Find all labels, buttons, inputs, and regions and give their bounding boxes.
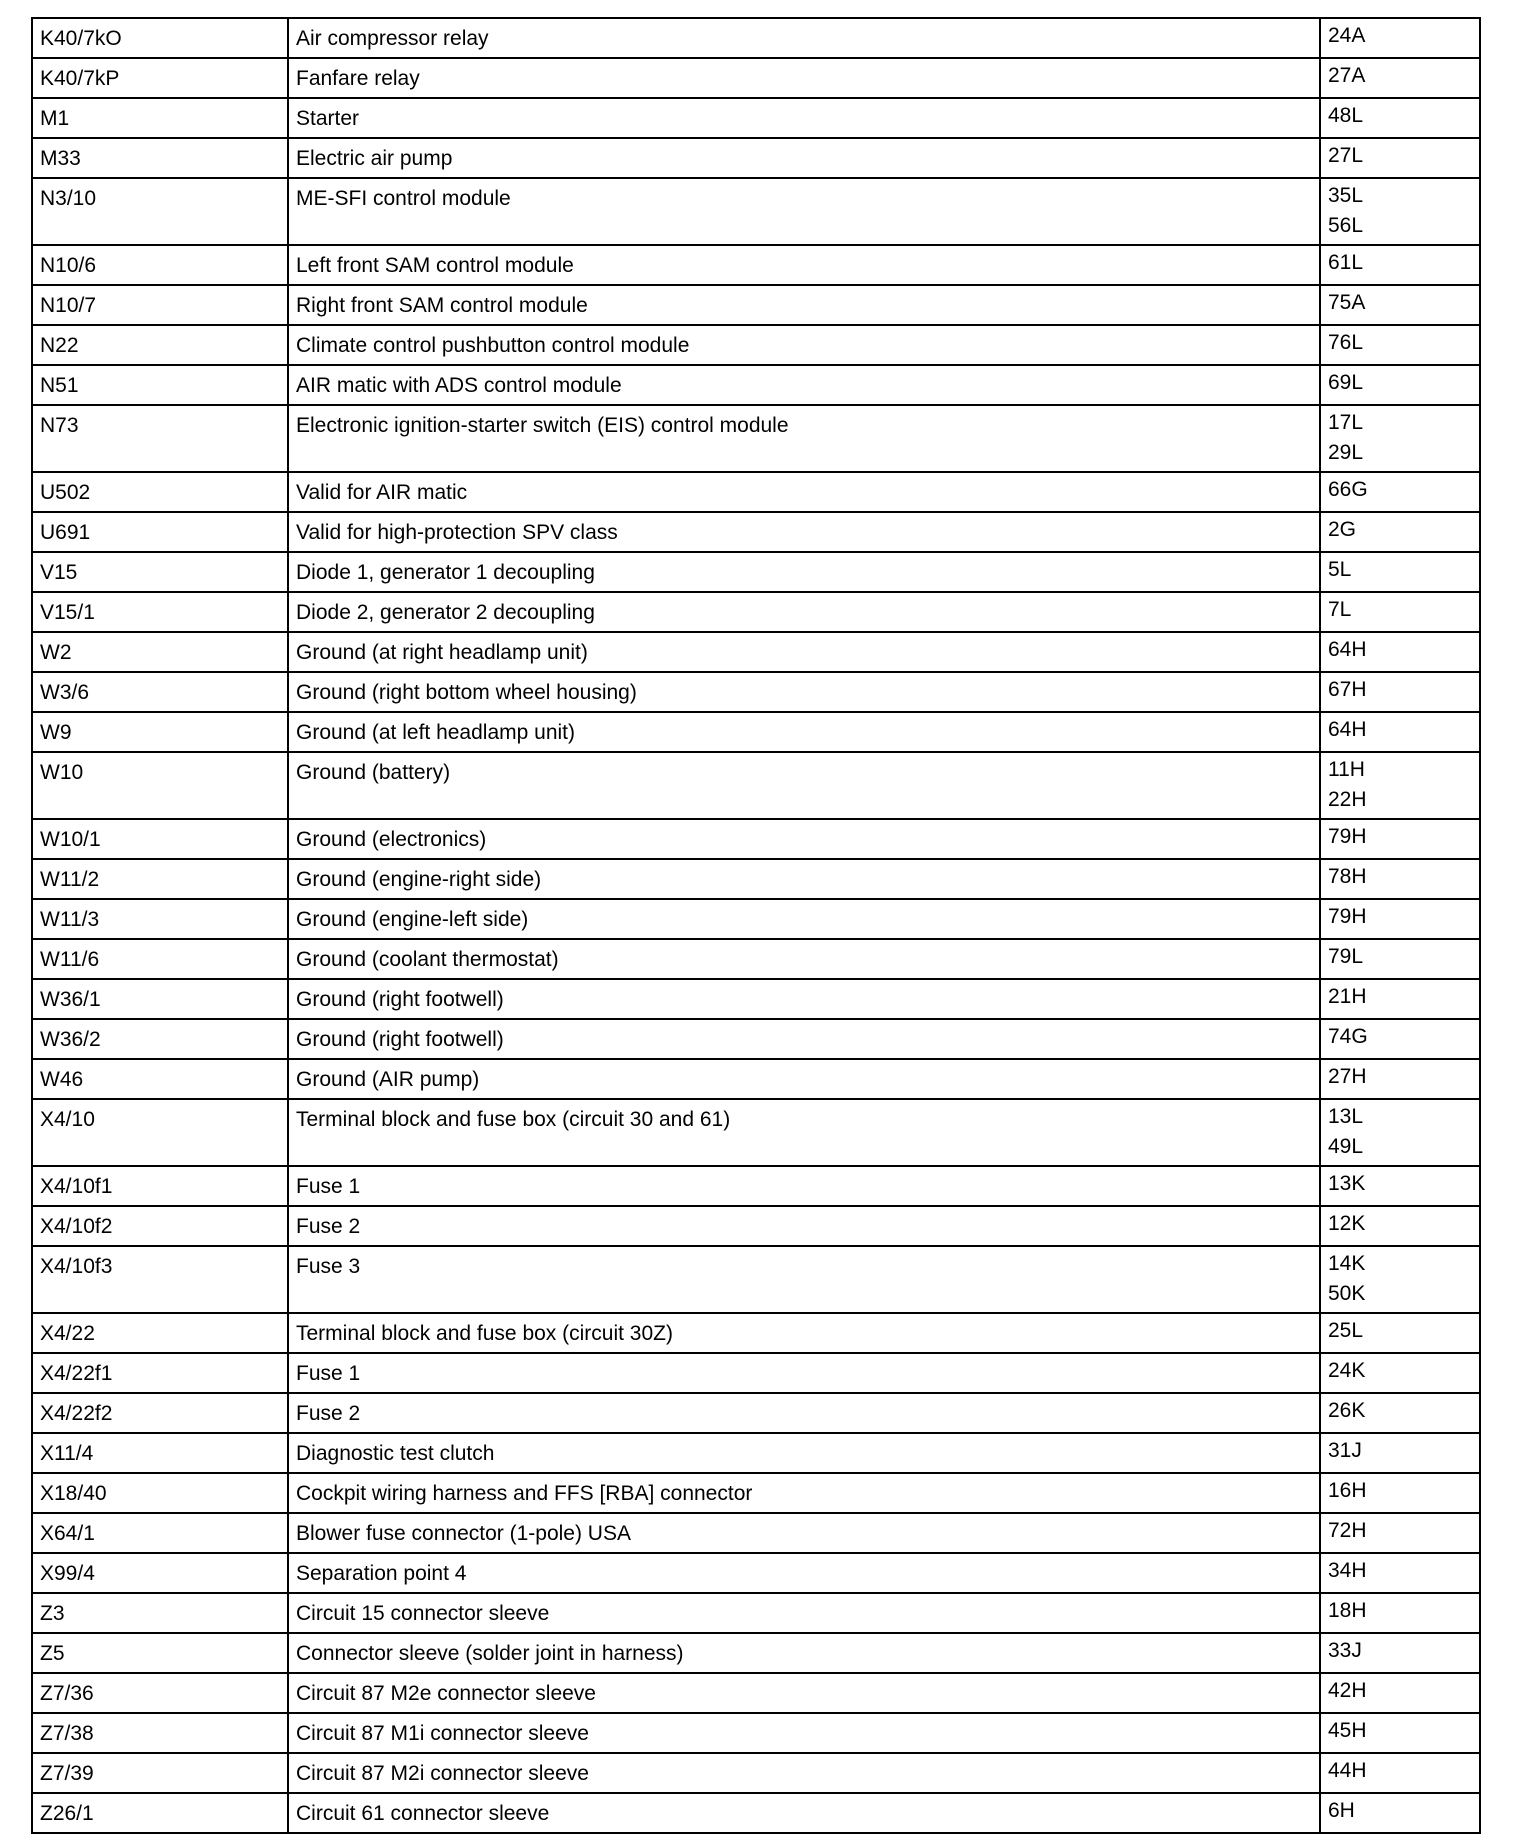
component-description-cell: Circuit 15 connector sleeve <box>288 1593 1320 1633</box>
table-row <box>32 712 1480 752</box>
grid-location-cell <box>1320 1099 1480 1166</box>
grid-location: 12K <box>1328 1212 1366 1235</box>
grid-location: 74G <box>1328 1025 1368 1048</box>
table-row <box>32 18 1480 58</box>
component-code-cell: Z7/38 <box>32 1713 288 1753</box>
grid-location: 49L <box>1328 1135 1364 1158</box>
component-description-cell: Ground (engine-left side) <box>288 899 1320 939</box>
table-row <box>32 1553 1480 1593</box>
grid-location-cell <box>1320 58 1480 98</box>
component-code-cell: X4/10f2 <box>32 1206 288 1246</box>
table-row <box>32 245 1480 285</box>
grid-location: 72H <box>1328 1519 1367 1542</box>
component-description-cell: Ground (battery) <box>288 752 1320 819</box>
component-description-cell: Fuse 1 <box>288 1166 1320 1206</box>
table-row <box>32 1513 1480 1553</box>
component-description-cell: Fanfare relay <box>288 58 1320 98</box>
table-row <box>32 632 1480 672</box>
grid-location-cell <box>1320 1553 1480 1593</box>
table-row <box>32 1673 1480 1713</box>
grid-location-cell <box>1320 98 1480 138</box>
grid-location: 78H <box>1328 865 1367 888</box>
component-description-cell: Circuit 61 connector sleeve <box>288 1793 1320 1833</box>
component-code-cell: K40/7kP <box>32 58 288 98</box>
table-row <box>32 58 1480 98</box>
component-description-cell: Circuit 87 M1i connector sleeve <box>288 1713 1320 1753</box>
grid-location: 17L <box>1328 411 1364 434</box>
component-code-cell: X4/10f3 <box>32 1246 288 1313</box>
grid-location-cell <box>1320 512 1480 552</box>
grid-location-cell <box>1320 1513 1480 1553</box>
table-row <box>32 1246 1480 1313</box>
component-description-cell: Ground (engine-right side) <box>288 859 1320 899</box>
component-code-cell: W46 <box>32 1059 288 1099</box>
component-code-cell: X4/10f1 <box>32 1166 288 1206</box>
component-code-cell: W11/2 <box>32 859 288 899</box>
component-description-cell: Valid for AIR matic <box>288 472 1320 512</box>
component-code-cell: Z3 <box>32 1593 288 1633</box>
grid-location-cell <box>1320 1393 1480 1433</box>
grid-location-cell <box>1320 285 1480 325</box>
component-code-cell: X4/22f1 <box>32 1353 288 1393</box>
grid-location: 2G <box>1328 518 1357 541</box>
component-code-cell: X99/4 <box>32 1553 288 1593</box>
component-description-cell: Left front SAM control module <box>288 245 1320 285</box>
table-row <box>32 472 1480 512</box>
grid-location-cell <box>1320 325 1480 365</box>
grid-location-cell <box>1320 245 1480 285</box>
component-description-cell: Climate control pushbutton control module <box>288 325 1320 365</box>
component-description-cell: Right front SAM control module <box>288 285 1320 325</box>
component-description-cell: Electric air pump <box>288 138 1320 178</box>
component-description-cell: Valid for high-protection SPV class <box>288 512 1320 552</box>
grid-location: 76L <box>1328 331 1364 354</box>
component-description-cell: ME-SFI control module <box>288 178 1320 245</box>
component-code-cell: N73 <box>32 405 288 472</box>
grid-location: 56L <box>1328 214 1364 237</box>
table-row <box>32 1166 1480 1206</box>
grid-location: 13L <box>1328 1105 1364 1128</box>
grid-location: 44H <box>1328 1759 1367 1782</box>
grid-location-cell <box>1320 178 1480 245</box>
table-row <box>32 512 1480 552</box>
table-row <box>32 1393 1480 1433</box>
grid-location: 14K <box>1328 1252 1366 1275</box>
grid-location-cell <box>1320 819 1480 859</box>
table-row <box>32 1433 1480 1473</box>
component-code-cell: U691 <box>32 512 288 552</box>
component-code-cell: M1 <box>32 98 288 138</box>
component-description-cell: Diode 1, generator 1 decoupling <box>288 552 1320 592</box>
component-code-cell: W11/6 <box>32 939 288 979</box>
grid-location-cell <box>1320 712 1480 752</box>
grid-location-cell <box>1320 899 1480 939</box>
component-code-cell: Z7/39 <box>32 1753 288 1793</box>
component-code-cell: W36/1 <box>32 979 288 1019</box>
grid-location: 31J <box>1328 1439 1362 1462</box>
grid-location-cell <box>1320 1593 1480 1633</box>
table-row <box>32 1593 1480 1633</box>
table-row <box>32 405 1480 472</box>
table-row <box>32 1473 1480 1513</box>
component-code-cell: W11/3 <box>32 899 288 939</box>
grid-location: 25L <box>1328 1319 1364 1342</box>
grid-location-cell <box>1320 18 1480 58</box>
grid-location: 6H <box>1328 1799 1355 1822</box>
grid-location-cell <box>1320 1473 1480 1513</box>
table-row <box>32 1019 1480 1059</box>
grid-location: 11H <box>1328 758 1365 781</box>
component-description-cell: Ground (coolant thermostat) <box>288 939 1320 979</box>
component-description-cell: Terminal block and fuse box (circuit 30 and 61) <box>288 1099 1320 1166</box>
table-row <box>32 819 1480 859</box>
component-description-cell: Ground (at left headlamp unit) <box>288 712 1320 752</box>
grid-location: 16H <box>1328 1479 1367 1502</box>
grid-location-cell <box>1320 1206 1480 1246</box>
grid-location: 64H <box>1328 718 1367 741</box>
grid-location: 45H <box>1328 1719 1367 1742</box>
table-row <box>32 552 1480 592</box>
table-row <box>32 1793 1480 1833</box>
grid-location-cell <box>1320 1433 1480 1473</box>
component-description-cell: Fuse 1 <box>288 1353 1320 1393</box>
component-code-cell: V15 <box>32 552 288 592</box>
table-row <box>32 899 1480 939</box>
grid-location: 42H <box>1328 1679 1367 1702</box>
component-code-cell: N10/7 <box>32 285 288 325</box>
component-code-cell: W3/6 <box>32 672 288 712</box>
grid-location-cell <box>1320 1313 1480 1353</box>
grid-location-cell <box>1320 552 1480 592</box>
grid-location: 79H <box>1328 825 1367 848</box>
grid-location-cell <box>1320 1246 1480 1313</box>
component-description-cell: Cockpit wiring harness and FFS [RBA] connector <box>288 1473 1320 1513</box>
table-row <box>32 939 1480 979</box>
grid-location: 18H <box>1328 1599 1367 1622</box>
table-row <box>32 1713 1480 1753</box>
grid-location: 67H <box>1328 678 1367 701</box>
table-row <box>32 1753 1480 1793</box>
component-code-cell: X4/10 <box>32 1099 288 1166</box>
component-code-cell: M33 <box>32 138 288 178</box>
grid-location-cell <box>1320 138 1480 178</box>
component-description-cell: Fuse 3 <box>288 1246 1320 1313</box>
grid-location-cell <box>1320 1019 1480 1059</box>
grid-location-cell <box>1320 1673 1480 1713</box>
component-description-cell: Air compressor relay <box>288 18 1320 58</box>
component-description-cell: Starter <box>288 98 1320 138</box>
grid-location: 35L <box>1328 184 1364 207</box>
component-description-cell: Ground (right bottom wheel housing) <box>288 672 1320 712</box>
component-description-cell: Fuse 2 <box>288 1393 1320 1433</box>
component-code-cell: N51 <box>32 365 288 405</box>
grid-location: 24A <box>1328 24 1366 47</box>
component-location-table <box>31 17 1479 1834</box>
grid-location-cell <box>1320 1166 1480 1206</box>
table-body <box>32 18 1480 1833</box>
component-code-cell: X64/1 <box>32 1513 288 1553</box>
component-code-cell: W2 <box>32 632 288 672</box>
component-code-cell: N22 <box>32 325 288 365</box>
component-code-cell: Z5 <box>32 1633 288 1673</box>
grid-location-cell <box>1320 1353 1480 1393</box>
grid-location-cell <box>1320 405 1480 472</box>
grid-location-cell <box>1320 752 1480 819</box>
grid-location: 26K <box>1328 1399 1366 1422</box>
grid-location: 27L <box>1328 144 1364 167</box>
table-row <box>32 1099 1480 1166</box>
table-row <box>32 285 1480 325</box>
grid-location: 48L <box>1328 104 1364 127</box>
component-code-cell: W36/2 <box>32 1019 288 1059</box>
grid-location: 27H <box>1328 1065 1367 1088</box>
grid-location: 5L <box>1328 558 1352 581</box>
component-code-cell: X4/22f2 <box>32 1393 288 1433</box>
grid-location-cell <box>1320 979 1480 1019</box>
component-description-cell: Fuse 2 <box>288 1206 1320 1246</box>
grid-location: 27A <box>1328 64 1366 87</box>
component-code-cell: X18/40 <box>32 1473 288 1513</box>
grid-location-cell <box>1320 472 1480 512</box>
grid-location: 34H <box>1328 1559 1367 1582</box>
component-description-cell: Ground (right footwell) <box>288 1019 1320 1059</box>
grid-location: 79L <box>1328 945 1364 968</box>
grid-location: 75A <box>1328 291 1366 314</box>
grid-location: 61L <box>1328 251 1364 274</box>
grid-location: 66G <box>1328 478 1368 501</box>
grid-location-cell <box>1320 632 1480 672</box>
component-description-cell: Electronic ignition-starter switch (EIS) control module <box>288 405 1320 472</box>
component-description-cell: Blower fuse connector (1-pole) USA <box>288 1513 1320 1553</box>
component-code-cell: Z7/36 <box>32 1673 288 1713</box>
grid-location-cell <box>1320 939 1480 979</box>
component-description-cell: Diagnostic test clutch <box>288 1433 1320 1473</box>
grid-location: 50K <box>1328 1282 1366 1305</box>
grid-location: 24K <box>1328 1359 1366 1382</box>
grid-location-cell <box>1320 1753 1480 1793</box>
grid-location-cell <box>1320 1059 1480 1099</box>
component-code-cell: N10/6 <box>32 245 288 285</box>
table-row <box>32 979 1480 1019</box>
grid-location: 22H <box>1328 788 1367 811</box>
table-row <box>32 138 1480 178</box>
grid-location-cell <box>1320 1633 1480 1673</box>
grid-location: 69L <box>1328 371 1364 394</box>
component-description-cell: Ground (at right headlamp unit) <box>288 632 1320 672</box>
component-description-cell: Ground (electronics) <box>288 819 1320 859</box>
component-table <box>31 17 1481 1834</box>
component-code-cell: W9 <box>32 712 288 752</box>
table-row <box>32 1313 1480 1353</box>
table-row <box>32 325 1480 365</box>
grid-location: 33J <box>1328 1639 1362 1662</box>
component-code-cell: X11/4 <box>32 1433 288 1473</box>
table-row <box>32 752 1480 819</box>
grid-location: 21H <box>1328 985 1367 1008</box>
table-row <box>32 1206 1480 1246</box>
grid-location-cell <box>1320 365 1480 405</box>
grid-location-cell <box>1320 672 1480 712</box>
component-description-cell: Diode 2, generator 2 decoupling <box>288 592 1320 632</box>
component-description-cell: AIR matic with ADS control module <box>288 365 1320 405</box>
component-description-cell: Connector sleeve (solder joint in harness) <box>288 1633 1320 1673</box>
table-row <box>32 98 1480 138</box>
component-code-cell: X4/22 <box>32 1313 288 1353</box>
component-description-cell: Circuit 87 M2e connector sleeve <box>288 1673 1320 1713</box>
component-code-cell: W10 <box>32 752 288 819</box>
component-description-cell: Separation point 4 <box>288 1553 1320 1593</box>
component-description-cell: Ground (right footwell) <box>288 979 1320 1019</box>
table-row <box>32 1633 1480 1673</box>
table-row <box>32 592 1480 632</box>
grid-location: 79H <box>1328 905 1367 928</box>
grid-location: 29L <box>1328 441 1364 464</box>
table-row <box>32 1059 1480 1099</box>
component-description-cell: Ground (AIR pump) <box>288 1059 1320 1099</box>
grid-location-cell <box>1320 592 1480 632</box>
table-row <box>32 365 1480 405</box>
component-code-cell: U502 <box>32 472 288 512</box>
component-code-cell: W10/1 <box>32 819 288 859</box>
grid-location: 7L <box>1328 598 1352 621</box>
grid-location: 64H <box>1328 638 1367 661</box>
grid-location-cell <box>1320 1793 1480 1833</box>
component-code-cell: K40/7kO <box>32 18 288 58</box>
component-description-cell: Circuit 87 M2i connector sleeve <box>288 1753 1320 1793</box>
table-row <box>32 178 1480 245</box>
component-description-cell: Terminal block and fuse box (circuit 30Z) <box>288 1313 1320 1353</box>
table-row <box>32 672 1480 712</box>
grid-location-cell <box>1320 859 1480 899</box>
component-code-cell: N3/10 <box>32 178 288 245</box>
table-row <box>32 859 1480 899</box>
component-code-cell: V15/1 <box>32 592 288 632</box>
grid-location-cell <box>1320 1713 1480 1753</box>
component-code-cell: Z26/1 <box>32 1793 288 1833</box>
table-row <box>32 1353 1480 1393</box>
grid-location: 13K <box>1328 1172 1366 1195</box>
